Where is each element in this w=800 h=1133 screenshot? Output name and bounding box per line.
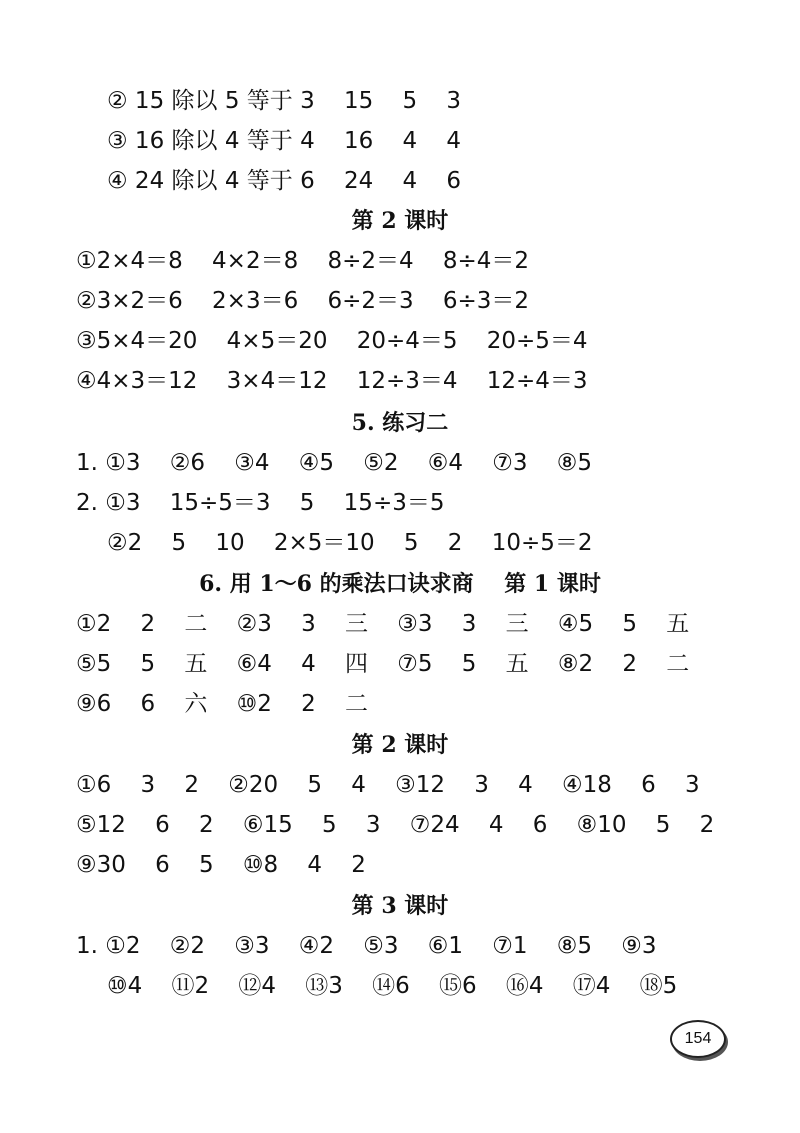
answer-line: ①2 2 二 ②3 3 三 ③3 3 三 ④5 5 五 <box>76 611 690 637</box>
answer-line: 1. ①2 ②2 ③3 ④2 ⑤3 ⑥1 ⑦1 ⑧5 ⑨3 <box>76 933 657 959</box>
answer-line: ②2 5 10 2×5＝10 5 2 10÷5＝2 <box>107 530 593 556</box>
answer-line: ⑨6 6 六 ⑩2 2 二 <box>76 691 368 717</box>
answer-line: ⑨30 6 5 ⑩8 4 2 <box>76 852 366 878</box>
section-heading: 6. 用 1～6 的乘法口诀求商 第 1 课时 <box>199 571 601 597</box>
answer-line: ② 15 除以 5 等于 3 15 5 3 <box>107 88 461 114</box>
section-heading: 5. 练习二 <box>351 410 449 436</box>
answer-line: ⑤5 5 五 ⑥4 4 四 ⑦5 5 五 ⑧2 2 二 <box>76 651 690 677</box>
section-heading: 第 2 课时 <box>351 732 449 758</box>
answer-line: ⑩4 ⑪2 ⑫4 ⑬3 ⑭6 ⑮6 ⑯4 ⑰4 ⑱5 <box>107 973 678 999</box>
answer-line: 1. ①3 ②6 ③4 ④5 ⑤2 ⑥4 ⑦3 ⑧5 <box>76 450 592 476</box>
answer-line: ①6 3 2 ②20 5 4 ③12 3 4 ④18 6 3 <box>76 772 700 798</box>
answer-line: ⑤12 6 2 ⑥15 5 3 ⑦24 4 6 ⑧10 5 2 <box>76 812 715 838</box>
answer-line: ④4×3＝12 3×4＝12 12÷3＝4 12÷4＝3 <box>76 368 588 394</box>
answer-line: 2. ①3 15÷5＝3 5 15÷3＝5 <box>76 490 445 516</box>
section-heading: 第 2 课时 <box>351 208 449 234</box>
section-heading: 第 3 课时 <box>351 893 449 919</box>
answer-line: ①2×4＝8 4×2＝8 8÷2＝4 8÷4＝2 <box>76 248 530 274</box>
answer-line: ④ 24 除以 4 等于 6 24 4 6 <box>107 168 461 194</box>
answer-line: ③5×4＝20 4×5＝20 20÷4＝5 20÷5＝4 <box>76 328 588 354</box>
page-number-badge: 154 <box>670 1020 726 1058</box>
answer-line: ②3×2＝6 2×3＝6 6÷2＝3 6÷3＝2 <box>76 288 530 314</box>
answer-line: ③ 16 除以 4 等于 4 16 4 4 <box>107 128 461 154</box>
